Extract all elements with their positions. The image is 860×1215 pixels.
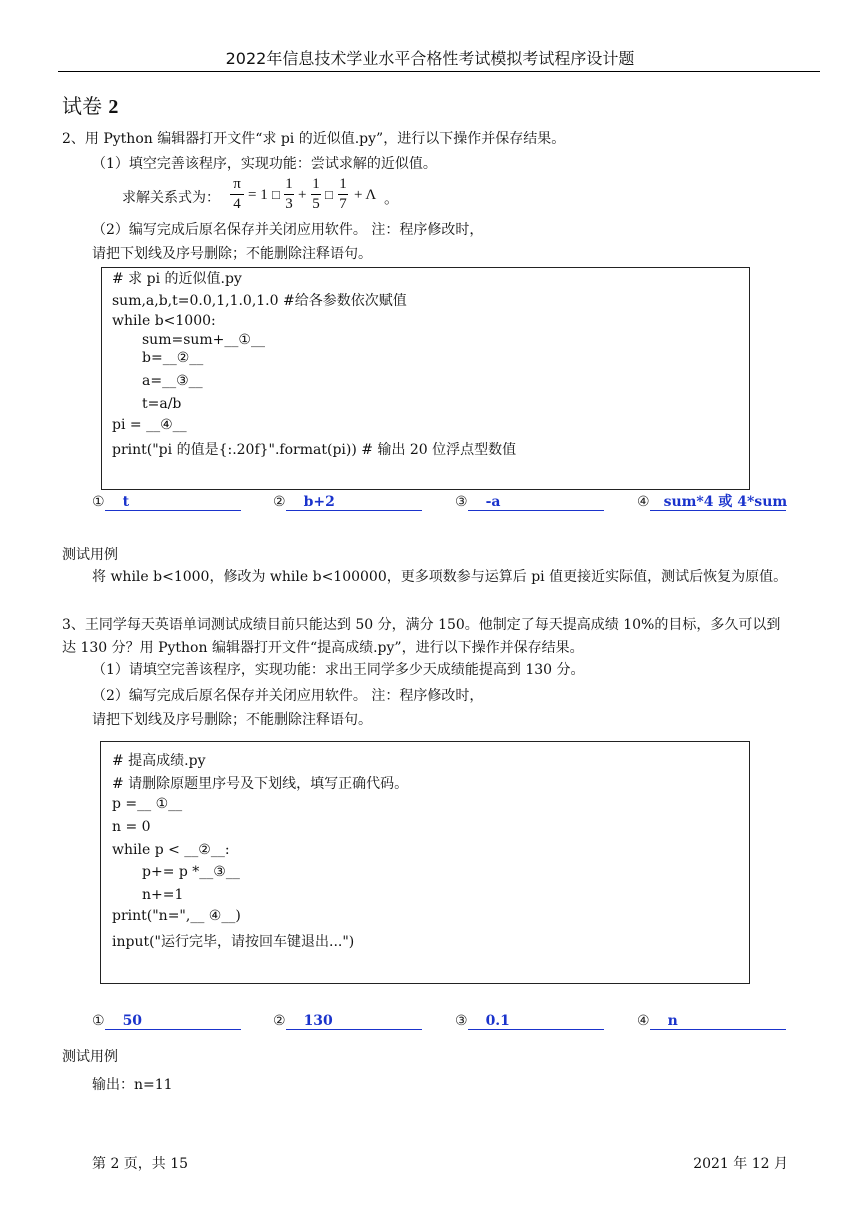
answer-value: sum*4 或 4*sum bbox=[650, 495, 786, 511]
q3-test-text: 输出：n=11 bbox=[92, 1077, 173, 1093]
code-line: p =__ ①__ bbox=[112, 796, 183, 812]
answer-value: 130 bbox=[286, 1014, 422, 1030]
q2-task2-line1: （2）编写完成后原名保存并关闭应用软件。 注：程序修改时， bbox=[92, 222, 484, 238]
q2-relation-label: 求解关系式为： bbox=[122, 190, 220, 206]
q3-task2-line2: 请把下划线及序号删除；不能删除注释语句。 bbox=[92, 712, 372, 728]
answer-number: ① bbox=[92, 494, 105, 510]
code-line: p+= p *__③__ bbox=[142, 864, 240, 880]
formula-lhs bbox=[230, 176, 244, 213]
footer-date: 2021 年 12 月 bbox=[693, 1156, 788, 1172]
q3-task1: （1）请填空完善该程序，实现功能：求出王同学多少天成绩能提高到 130 分。 bbox=[92, 662, 585, 678]
code-line: print("pi 的值是{:.20f}".format(pi)) # 输出 20 位浮点型数值 bbox=[112, 442, 517, 458]
formula-lhs-num: π bbox=[233, 176, 241, 192]
q2-task2-line2: 请把下划线及序号删除；不能删除注释语句。 bbox=[92, 246, 372, 262]
answer-value: b+2 bbox=[286, 495, 422, 511]
term-1-num: 1 bbox=[285, 176, 293, 192]
q3-test-label: 测试用例 bbox=[62, 1049, 118, 1065]
footer-page-number: 第 2 页，共 15 bbox=[92, 1156, 189, 1172]
paper-title bbox=[62, 90, 118, 119]
code-line: t=a/b bbox=[142, 396, 182, 412]
formula-eq: = 1 bbox=[248, 187, 268, 203]
q3-task2-line1: （2）编写完成后原名保存并关闭应用软件。 注：程序修改时， bbox=[92, 688, 484, 704]
code-line: b=__②__ bbox=[142, 350, 204, 366]
formula-lhs-den: 4 bbox=[233, 196, 241, 212]
answer-number: ③ bbox=[455, 494, 468, 510]
formula-term-3 bbox=[338, 176, 348, 213]
q2-answer-4 bbox=[637, 494, 786, 511]
code-line: while b<1000: bbox=[112, 313, 216, 329]
code-line: a=__③__ bbox=[142, 373, 203, 389]
formula-tail: + Λ bbox=[354, 187, 377, 203]
answer-value: n bbox=[650, 1014, 786, 1030]
formula-term-2 bbox=[311, 176, 321, 213]
q3-code-box bbox=[100, 741, 750, 984]
q2-intro: 2、用 Python 编辑器打开文件“求 pi 的近似值.py”，进行以下操作并保存结果。 bbox=[62, 131, 566, 147]
code-line: # 提高成绩.py bbox=[112, 753, 206, 769]
formula-minus-box-1: □ bbox=[272, 187, 280, 202]
answer-value: 0.1 bbox=[468, 1014, 604, 1030]
answer-number: ② bbox=[273, 1013, 286, 1029]
header-divider bbox=[58, 71, 820, 72]
formula-end: 。 bbox=[384, 191, 400, 207]
code-line: print("n=",__ ④__) bbox=[112, 908, 241, 924]
answer-value: 50 bbox=[105, 1014, 241, 1030]
fraction-bar bbox=[311, 194, 321, 195]
q2-code-box bbox=[101, 267, 750, 490]
fraction-bar bbox=[230, 194, 244, 195]
code-line: n = 0 bbox=[112, 819, 151, 835]
paper-title-prefix: 试卷 bbox=[62, 94, 109, 118]
header-title: 2022年信息技术学业水平合格性考试模拟考试程序设计题 bbox=[225, 49, 635, 68]
q2-test-text: 将 while b<1000，修改为 while b<100000，更多项数参与运算后 pi 值更接近实际值，测试后恢复为原值。 bbox=[92, 569, 788, 585]
q2-answer-3 bbox=[455, 494, 604, 511]
term-3-den: 7 bbox=[339, 196, 347, 212]
term-2-den: 5 bbox=[312, 196, 320, 212]
q3-answer-3 bbox=[455, 1013, 604, 1030]
q3-intro-line1: 3、王同学每天英语单词测试成绩目前只能达到 50 分，满分 150。他制定了每天提高成绩 10%的目标，多久可以到 bbox=[62, 617, 781, 633]
q3-intro-line2: 达 130 分？用 Python 编辑器打开文件“提高成绩.py”，进行以下操作并保存结果。 bbox=[62, 640, 584, 656]
term-3-num: 1 bbox=[339, 176, 347, 192]
code-line: # 请删除原题里序号及下划线，填写正确代码。 bbox=[112, 776, 409, 792]
code-line: pi = __④__ bbox=[112, 417, 187, 433]
code-line: input("运行完毕，请按回车键退出...") bbox=[112, 934, 355, 950]
code-line: # 求 pi 的近似值.py bbox=[112, 271, 242, 287]
q3-answer-1 bbox=[92, 1013, 241, 1030]
fraction-bar bbox=[284, 194, 294, 195]
answer-value: -a bbox=[468, 495, 604, 511]
code-line: n+=1 bbox=[142, 887, 184, 903]
q2-answer-2 bbox=[273, 494, 422, 511]
answer-number: ③ bbox=[455, 1013, 468, 1029]
answer-number: ④ bbox=[637, 1013, 650, 1029]
answer-number: ② bbox=[273, 494, 286, 510]
code-line: sum=sum+__①__ bbox=[142, 332, 265, 348]
answer-value: t bbox=[105, 495, 241, 511]
code-line: sum,a,b,t=0.0,1,1.0,1.0 #给各参数依次赋值 bbox=[112, 293, 407, 309]
answer-number: ④ bbox=[637, 494, 650, 510]
code-line: while p < __②__: bbox=[112, 842, 230, 858]
fraction-bar bbox=[338, 194, 348, 195]
formula-plus: + bbox=[298, 187, 307, 203]
paper-title-number: 2 bbox=[108, 96, 119, 118]
answer-number: ① bbox=[92, 1013, 105, 1029]
q3-answer-4 bbox=[637, 1013, 786, 1030]
term-1-den: 3 bbox=[285, 196, 293, 212]
formula-term-1 bbox=[284, 176, 294, 213]
q2-task1: （1）填空完善该程序，实现功能：尝试求解的近似值。 bbox=[92, 156, 437, 172]
q2-test-label: 测试用例 bbox=[62, 547, 118, 563]
q3-answer-2 bbox=[273, 1013, 422, 1030]
formula-minus-box-2: □ bbox=[325, 187, 333, 202]
term-2-num: 1 bbox=[312, 176, 320, 192]
q2-answer-1 bbox=[92, 494, 241, 511]
